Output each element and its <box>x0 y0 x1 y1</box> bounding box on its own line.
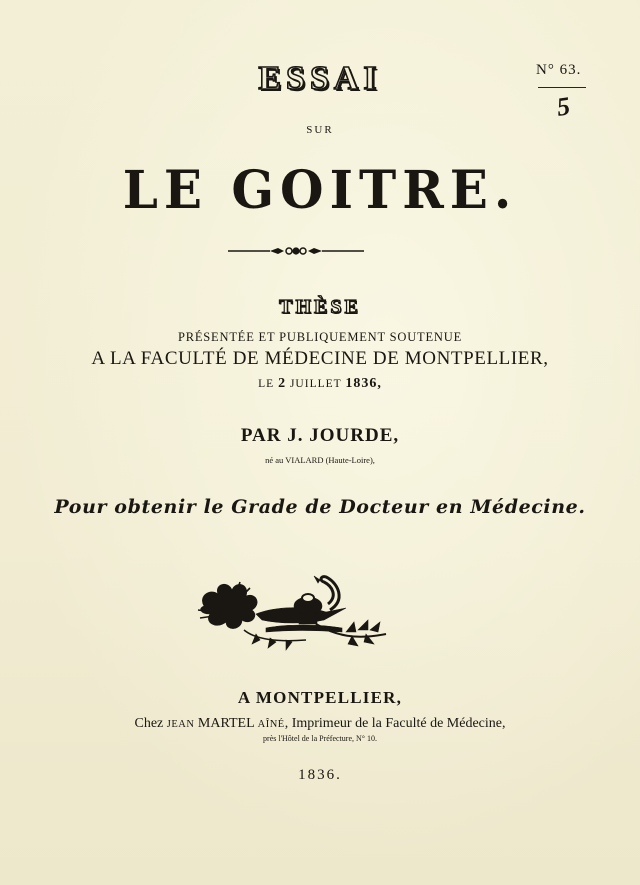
lamp-and-serpent-vignette-icon <box>196 570 392 652</box>
date-line <box>0 376 640 392</box>
sur-label: SUR <box>306 124 334 136</box>
printer-aine: AÎNÉ <box>257 719 285 730</box>
printer-line <box>0 716 640 732</box>
printer-first-name: JEAN <box>166 719 195 730</box>
date-month: JUILLET <box>289 378 342 390</box>
essai-heading: ESSAI <box>258 60 382 97</box>
faculty-line: A LA FACULTÉ DE MÉDECINE DE MONTPELLIER, <box>91 348 549 369</box>
imprint-city: A MONTPELLIER, <box>237 688 403 707</box>
printer-address: près l'Hôtel de la Préfecture, N° 10. <box>263 734 377 743</box>
date-prefix: LE <box>258 378 275 390</box>
date-year: 1836, <box>345 376 382 391</box>
date-day: 2 <box>278 376 287 391</box>
printer-role: , Imprimeur de la Faculté de Médecine, <box>284 716 506 731</box>
main-title: LE GOITRE. <box>122 158 518 221</box>
presented-line: PRÉSENTÉE ET PUBLIQUEMENT SOUTENUE <box>177 330 463 344</box>
printer-last-name: MARTEL <box>197 716 255 731</box>
degree-line: Pour obtenir le Grade de Docteur en Médecine. <box>54 496 586 518</box>
author-birthplace: né au VIALARD (Haute-Loire), <box>265 455 375 465</box>
printer-chez: Chez <box>134 716 164 731</box>
catalog-number: N° 63. <box>536 62 582 78</box>
author-name: PAR J. JOURDE, <box>240 425 400 446</box>
imprint-year: 1836. <box>298 767 342 783</box>
ornament-divider-icon <box>228 245 364 257</box>
these-heading: THÈSE <box>279 296 361 318</box>
handwritten-mark: 5 <box>554 91 572 122</box>
